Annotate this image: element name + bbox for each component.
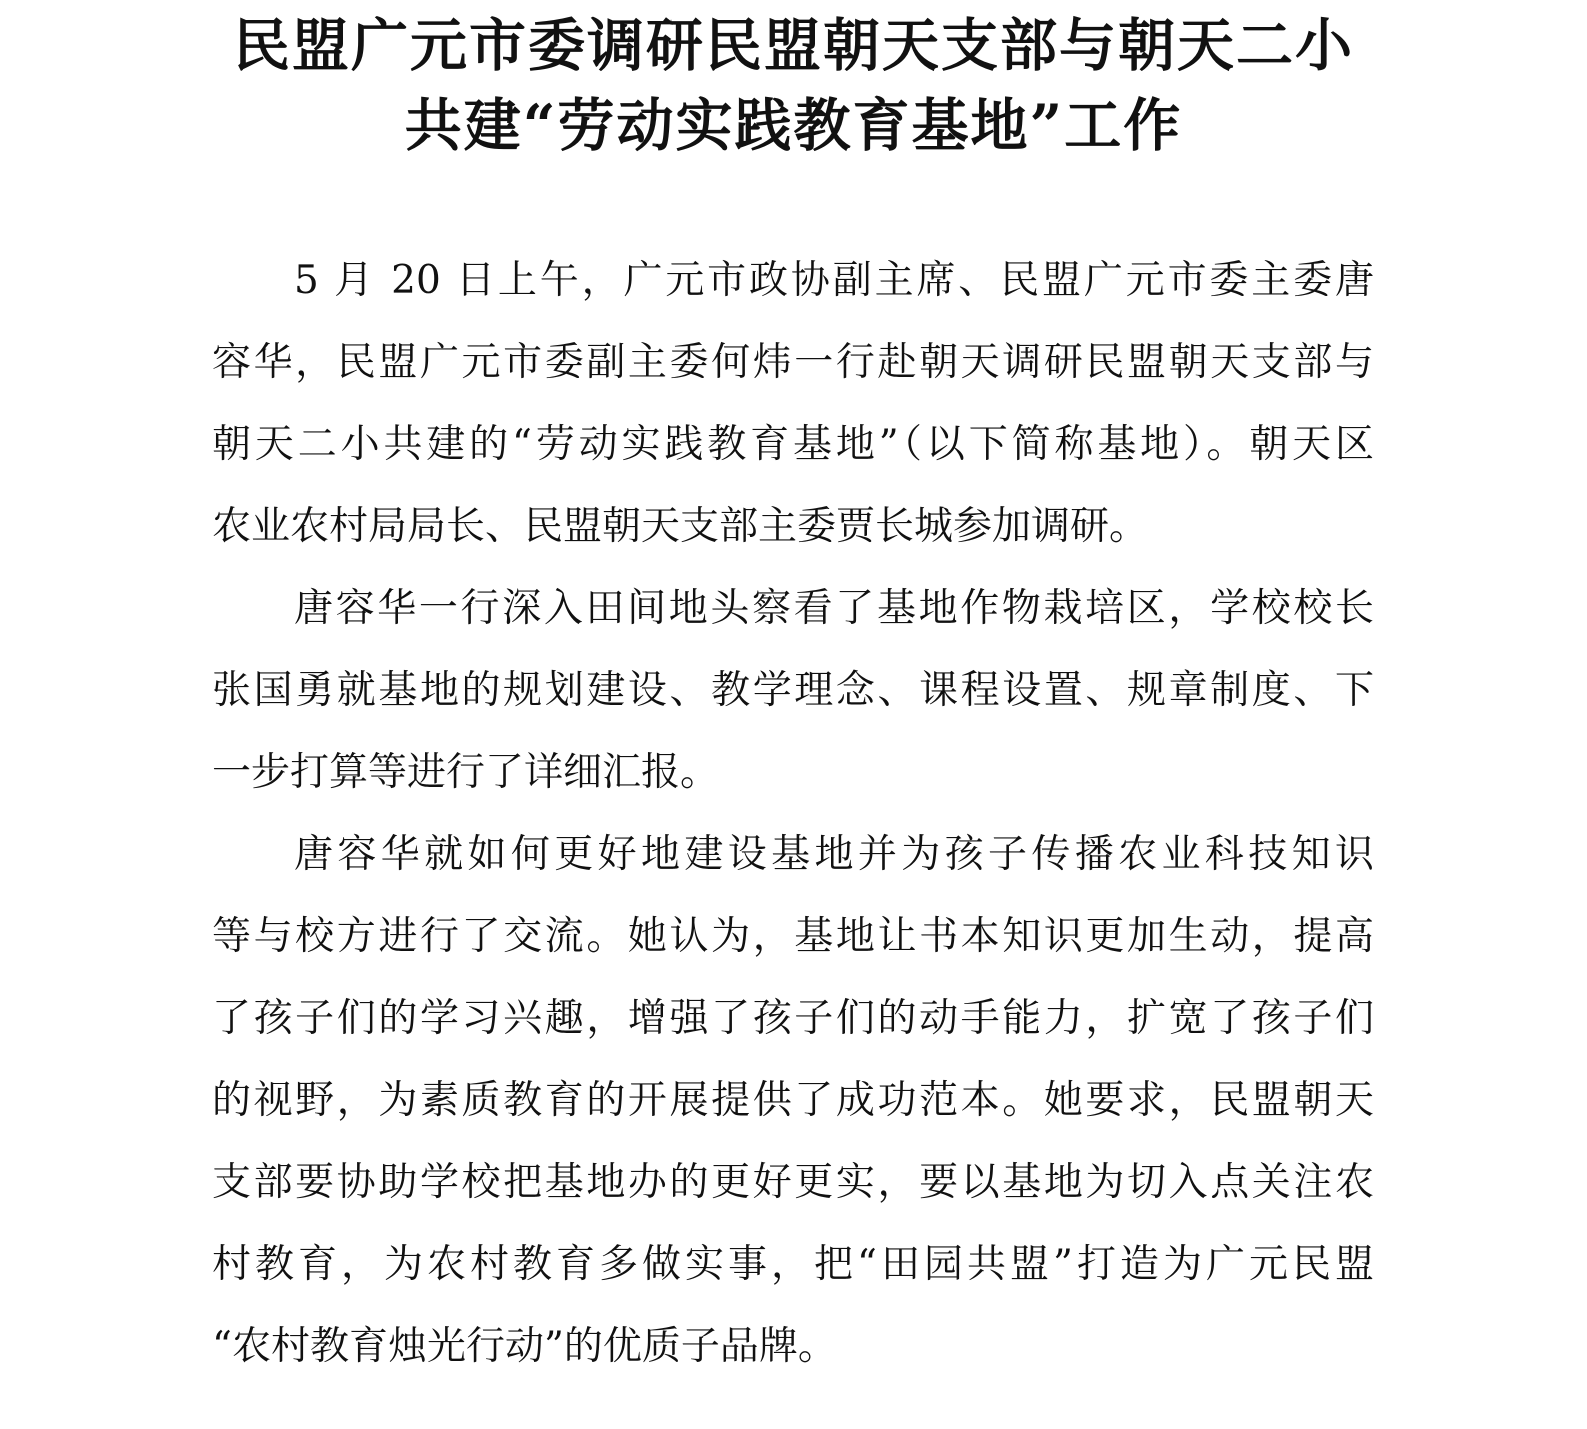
paragraph-3 (212, 814, 1374, 1388)
article-title (0, 6, 1587, 166)
paragraph-1-line-3: 朝天二小共建的“劳动实践教育基地”（以下简称基地）。朝天区 (212, 422, 1374, 467)
paragraph-2-line-3: 一步打算等进行了详细汇报。 (212, 750, 720, 795)
paragraph-1-line-2: 容华，民盟广元市委副主委何炜一行赴朝天调研民盟朝天支部与 (212, 340, 1374, 385)
title-line-1: 民盟广元市委调研民盟朝天支部与朝天二小 (233, 12, 1354, 79)
paragraph-3-line-7: “农村教育烛光行动”的优质子品牌。 (212, 1324, 837, 1369)
paragraph-3-line-1: 唐容华就如何更好地建设基地并为孩子传播农业科技知识 (294, 832, 1374, 877)
paragraph-3-line-3: 了孩子们的学习兴趣，增强了孩子们的动手能力，扩宽了孩子们 (212, 996, 1374, 1041)
paragraph-3-line-4: 的视野，为素质教育的开展提供了成功范本。她要求，民盟朝天 (212, 1078, 1374, 1123)
paragraph-3-line-2: 等与校方进行了交流。她认为，基地让书本知识更加生动，提高 (212, 914, 1374, 959)
paragraph-2 (212, 568, 1374, 814)
paragraph-2-line-1: 唐容华一行深入田间地头察看了基地作物栽培区，学校校长 (294, 586, 1374, 631)
title-line-2: 共建“劳动实践教育基地”工作 (404, 92, 1183, 159)
paragraph-3-line-5: 支部要协助学校把基地办的更好更实，要以基地为切入点关注农 (212, 1160, 1374, 1205)
article-body (212, 240, 1374, 1388)
paragraph-2-line-2: 张国勇就基地的规划建设、教学理念、课程设置、规章制度、下 (212, 668, 1374, 713)
paragraph-1 (212, 240, 1374, 568)
paragraph-1-line-4: 农业农村局局长、民盟朝天支部主委贾长城参加调研。 (212, 504, 1149, 549)
paragraph-1-line-1: 5 月 20 日上午，广元市政协副主席、民盟广元市委主委唐 (294, 258, 1374, 303)
paragraph-3-line-6: 村教育，为农村教育多做实事，把“田园共盟”打造为广元民盟 (212, 1242, 1374, 1287)
